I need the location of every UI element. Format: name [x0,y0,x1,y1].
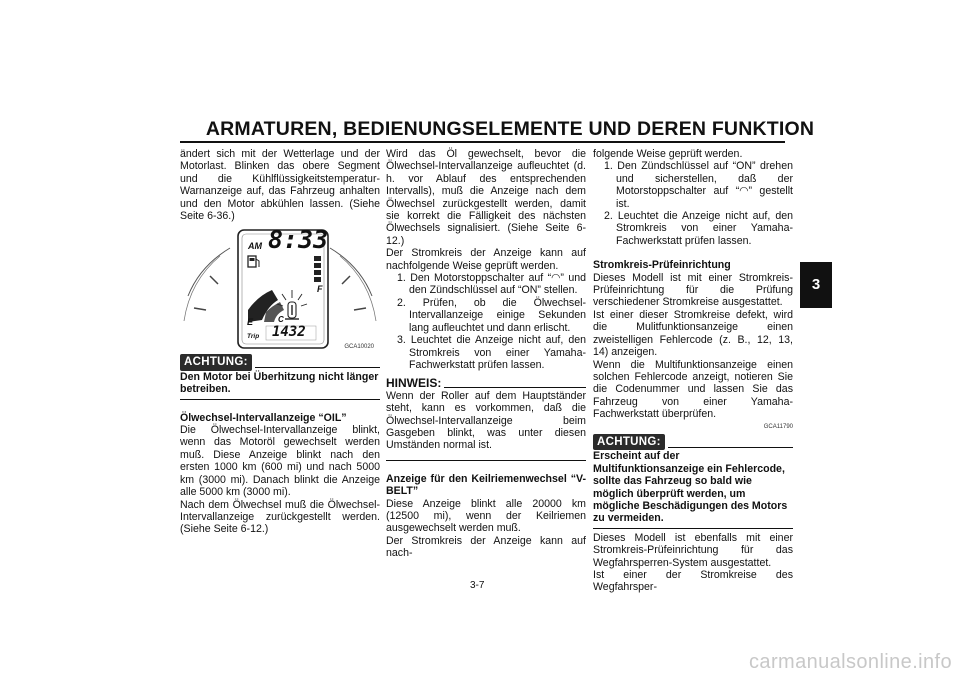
column-1 [180,148,380,536]
chapter-tab: 3 [800,262,832,308]
page-title: ARMATUREN, BEDIENUNGSELEMENTE UND DEREN FUNKTION [205,118,815,140]
list-item: 2. Prüfen, ob die Ölwechsel-Intervallanzeige einige Sekunden lang aufleuchtet und dann erlischt. [397,296,586,334]
fuel-full-label: F [317,284,323,295]
col3-paragraph: Wenn die Multifunktionsanzeige einen solchen Fehlercode anzeigt, notieren Sie die Codenummer und lassen Sie das Fahrzeug von einer Yamaha-Fachwerkstatt überprüfen. [593,358,793,421]
caution-text: Den Motor bei Überhitzung nicht länger betreiben. [180,371,380,400]
col3-paragraph: Dieses Modell ist mit einer Stromkreis-Prüfeinrichtung für die Prüfung verschiedener Stromkreise ausgestattet. [593,271,793,309]
caution-label: ACHTUNG: [180,354,252,370]
col1-paragraph: Die Ölwechsel-Intervallanzeige blinkt, wenn das Motoröl gewechselt werden muß. Diese Anzeige blinkt nach den ersten 1000 km (600 mi) und nach 5000 km (3000 mi). Danach blinkt die Anzeige alle 5000 km (3000 mi). [180,424,380,499]
col3-paragraph: Ist einer dieser Stromkreise defekt, wird die Mulitfunktionsanzeige einen zweistelligen Fehlercode (z. B., 12, 13, 14) anzeigen. [593,308,793,359]
watermark: carmanualsonline.info [749,651,952,673]
col2-paragraph: Der Stromkreis der Anzeige kann auf nach- [386,534,586,560]
am-indicator: AM [248,241,262,252]
check-steps [386,272,586,371]
instrument-figure [180,226,380,351]
column-3 [593,148,793,594]
list-item: 1. Den Zündschlüssel auf “ON” drehen und sicherstellen, daß der Motorstoppschalter auf “◠” gestellt ist. [604,160,793,210]
col2-paragraph: Diese Anzeige blinkt alle 20000 km (12500 mi), wenn der Keilriemen ausgewechselt werden muß. [386,497,586,535]
col3-paragraph: folgende Weise geprüft werden. [593,148,743,160]
figure-code: GCA10020 [344,344,374,351]
list-item: 1. Den Motorstoppschalter auf “◠” und den Zündschlüssel auf “ON” stellen. [397,272,586,297]
list-item: 2. Leuchtet die Anzeige nicht auf, den Stromkreis von einer Yamaha-Fachwerkstatt prüfen lassen. [604,210,793,247]
caution-header [593,434,793,450]
col2-paragraph: Wird das Öl gewechselt, bevor die Ölwechsel-Intervallanzeige aufleuchtet (d. h. vor Ablauf des entsprechenden Intervalls), muß die Anzeige nach dem Ölwechsel zurückgestellt werden, damit sie korrekt die Fälligkeit des nächsten Ölwechsels signalisiert. (Siehe Seite 6-12.) [386,148,586,247]
col3-paragraph: Dieses Modell ist ebenfalls mit einer Stromkreis-Prüfeinrichtung für das Wegfahrsperren-System ausgestattet. [593,531,793,569]
col3-paragraph: Ist einer der Stromkreise des Wegfahrsper- [593,569,793,594]
note-text: Wenn der Roller auf dem Hauptständer steht, kann es vorkommen, daß die Ölwechsel-Intervallanzeige beim Gasgeben blinkt, was unter diesen Umständen normal ist. [386,390,586,461]
circuit-check-heading: Stromkreis-Prüfeinrichtung [593,259,731,272]
odometer-readout: 1432 [272,324,306,341]
col1-paragraph: Nach dem Ölwechsel muß die Ölwechsel-Intervallanzeige zurückgestellt werden. (Siehe Seite 6-12.) [180,498,380,536]
caution-label: ACHTUNG: [593,434,665,450]
caution-code: GCA11790 [763,423,793,430]
vbelt-section-heading: Anzeige für den Keilriemenwechsel “V-BELT” [386,472,586,498]
fuel-empty-label: E [247,317,254,328]
trip-label: Trip [247,333,260,341]
list-item: 3. Leuchtet die Anzeige nicht auf, den Stromkreis von einer Yamaha-Fachwerkstatt prüfen lassen. [397,334,586,371]
caution-header [180,354,380,370]
clock-readout: 8:33 [268,225,329,255]
note-header [386,377,586,389]
column-2 [386,148,586,560]
page-number: 3-7 [470,580,485,591]
check-steps [593,160,793,247]
title-rule [180,141,785,143]
col2-paragraph: Der Stromkreis der Anzeige kann auf nachfolgende Weise geprüft werden. [386,247,586,272]
oil-section-heading: Ölwechsel-Intervallanzeige “OIL” [180,411,347,424]
temp-cold-label: C [278,315,284,325]
note-label: HINWEIS: [386,376,442,391]
caution-text: Erscheint auf der Multifunktionsanzeige ein Fehlercode, sollte das Fahrzeug so bald wie möglich überprüft werden, um mögliche Beschädigungen des Motors zu vermeiden. [593,450,793,528]
col1-paragraph: ändert sich mit der Wetterlage und der Motorlast. Blinken das obere Segment und die Kühlflüssigkeitstemperatur-Warnanzeige auf, das Fahrzeug anhalten und den Motor abkühlen lassen. (Siehe Seite 6-36.) [180,148,380,223]
